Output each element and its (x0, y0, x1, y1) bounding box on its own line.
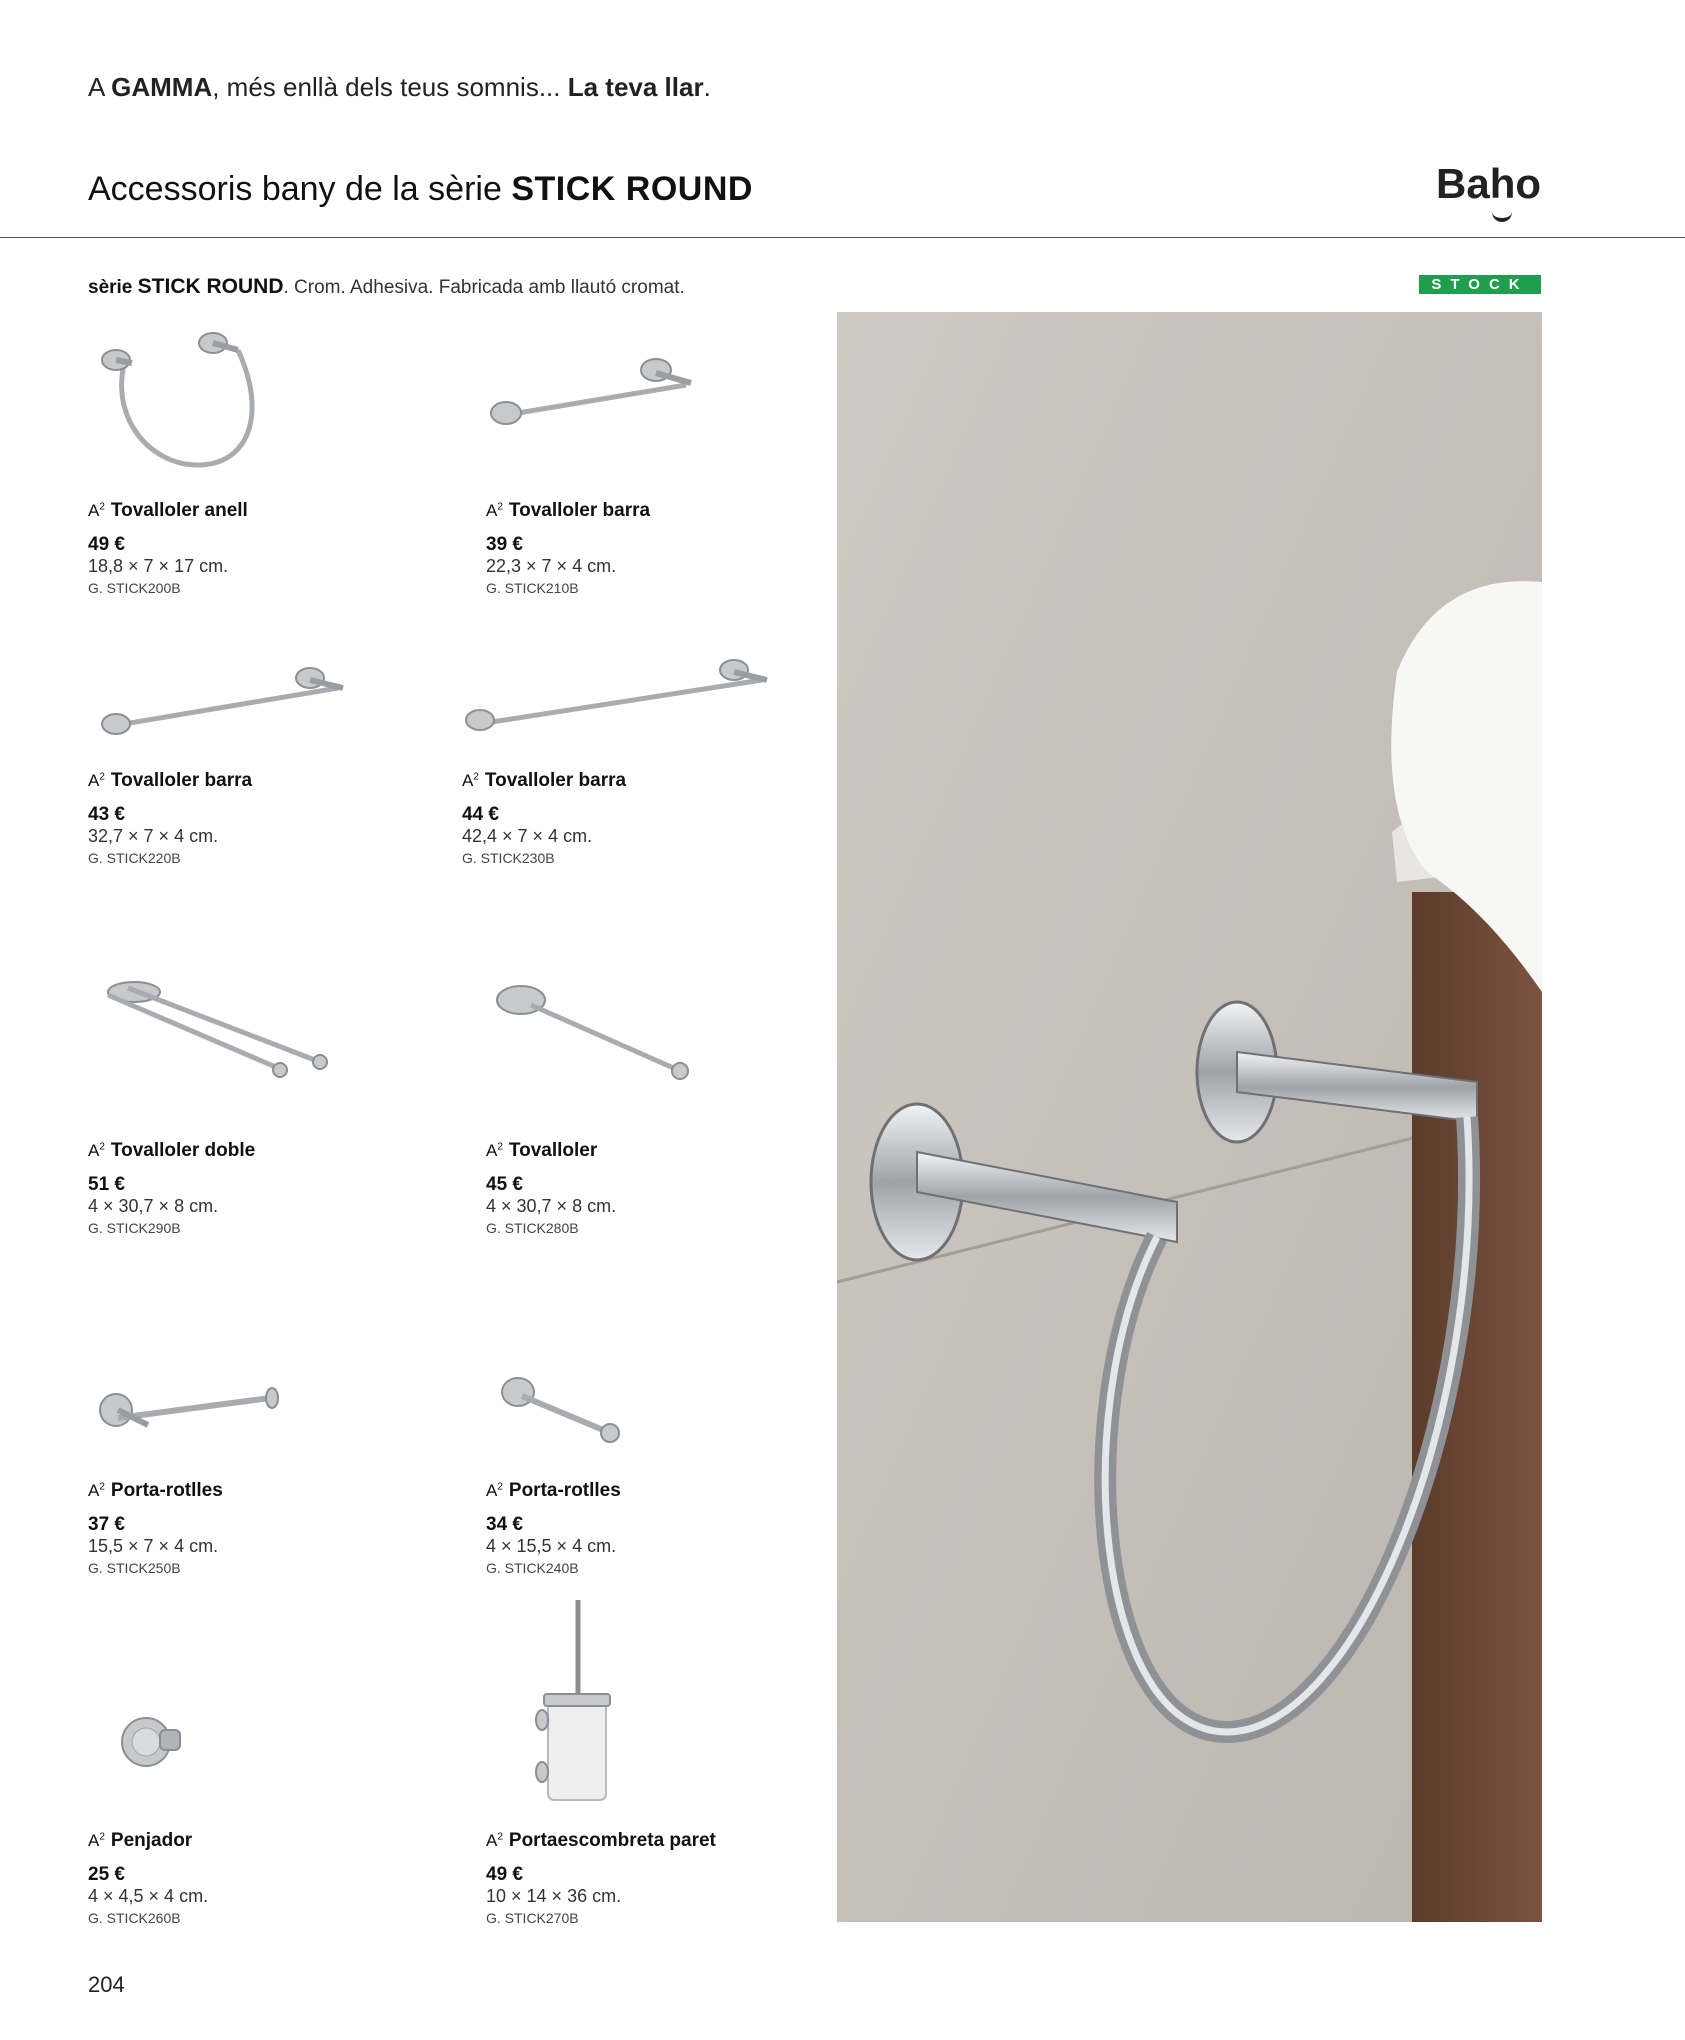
series-description (88, 275, 685, 299)
product-card[interactable] (486, 950, 866, 1236)
product-dimensions: 4 × 30,7 × 8 cm. (88, 1196, 219, 1216)
towel-bar-icon (486, 305, 866, 435)
product-dimensions: 42,4 × 7 × 4 cm. (462, 826, 593, 846)
stock-badge: STOCK (1419, 275, 1541, 294)
product-name: Tovalloler (508, 1140, 598, 1161)
product-price: 43 € (88, 804, 125, 825)
energy-label: $A^2$ (486, 501, 503, 520)
product-reference: G. STICK280B (486, 1220, 579, 1236)
product-name: Porta-rotlles (508, 1480, 621, 1501)
product-price: 37 € (88, 1514, 125, 1535)
energy-label: $A^2$ (88, 501, 105, 520)
product-price: 49 € (88, 534, 125, 555)
energy-label: $A^2$ (462, 771, 479, 790)
product-card[interactable] (88, 950, 468, 1236)
product-name: Portaescombreta paret (508, 1830, 716, 1851)
product-dimensions: 15,5 × 7 × 4 cm. (88, 1536, 219, 1556)
product-dimensions: 10 × 14 × 36 cm. (486, 1886, 622, 1906)
product-card[interactable] (486, 305, 866, 596)
tagline-mid: , més enllà dels teus somnis... (212, 72, 568, 102)
product-card[interactable] (88, 305, 468, 596)
product-reference: G. STICK210B (486, 580, 579, 596)
product-name: Tovalloler doble (110, 1140, 256, 1161)
product-name: Penjador (110, 1830, 193, 1851)
energy-label: $A^2$ (88, 771, 105, 790)
energy-label: $A^2$ (88, 1141, 105, 1160)
energy-label: $A^2$ (486, 1831, 503, 1850)
page-title (88, 170, 753, 209)
series-prefix: sèrie (88, 277, 138, 298)
tagline-dot: . (703, 72, 711, 102)
product-reference: G. STICK200B (88, 580, 181, 596)
hook-icon (88, 1690, 468, 1810)
tagline-end: La teva llar (567, 72, 704, 102)
tagline-brand: GAMMA (111, 72, 213, 102)
energy-label: $A^2$ (88, 1831, 105, 1850)
product-price: 51 € (88, 1174, 125, 1195)
product-price: 45 € (486, 1174, 523, 1195)
product-name: Tovalloler anell (110, 500, 248, 521)
towel-arm-icon (486, 950, 866, 1100)
product-reference: G. STICK250B (88, 1560, 181, 1576)
towel-ring-icon (88, 305, 468, 485)
product-price: 39 € (486, 534, 523, 555)
series-text: . Crom. Adhesiva. Fabricada amb llautó cromat. (283, 277, 685, 298)
double-towel-bar-icon (88, 950, 468, 1100)
title-pre: Accessoris bany de la sèrie (88, 170, 512, 208)
energy-label: $A^2$ (486, 1141, 503, 1160)
product-card[interactable] (486, 1600, 866, 1926)
product-reference: G. STICK230B (462, 850, 555, 866)
product-reference: G. STICK220B (88, 850, 181, 866)
product-name: Tovalloler barra (110, 770, 253, 791)
product-card[interactable] (462, 640, 842, 866)
energy-label: $A^2$ (486, 1481, 503, 1500)
product-name: Tovalloler barra (508, 500, 651, 521)
page-number: 204 (88, 1972, 125, 1997)
header-tagline (88, 72, 711, 103)
product-card[interactable] (88, 640, 468, 866)
title-series: STICK ROUND (511, 170, 753, 208)
product-name: Tovalloler barra (484, 770, 627, 791)
tagline-pre: A (88, 72, 112, 102)
product-price: 49 € (486, 1864, 523, 1885)
product-reference: G. STICK260B (88, 1910, 181, 1926)
product-reference: G. STICK290B (88, 1220, 181, 1236)
product-card[interactable] (486, 1360, 866, 1576)
product-dimensions: 4 × 4,5 × 4 cm. (88, 1886, 209, 1906)
product-reference: G. STICK270B (486, 1910, 579, 1926)
product-price: 34 € (486, 1514, 523, 1535)
paper-holder-icon (88, 1360, 468, 1460)
energy-label: $A^2$ (88, 1481, 105, 1500)
product-reference: G. STICK240B (486, 1560, 579, 1576)
paper-holder-icon (486, 1360, 866, 1460)
brand-logo-smile-icon (1492, 208, 1512, 222)
product-dimensions: 18,8 × 7 × 17 cm. (88, 556, 229, 576)
product-card[interactable] (88, 1360, 468, 1576)
product-dimensions: 22,3 × 7 × 4 cm. (486, 556, 617, 576)
header-divider (0, 237, 1685, 238)
product-dimensions: 32,7 × 7 × 4 cm. (88, 826, 219, 846)
brand-logo: Baho (1436, 160, 1541, 207)
product-dimensions: 4 × 15,5 × 4 cm. (486, 1536, 617, 1556)
product-name: Porta-rotlles (110, 1480, 223, 1501)
product-photo (837, 312, 1542, 1922)
towel-bar-icon (88, 640, 468, 740)
product-dimensions: 4 × 30,7 × 8 cm. (486, 1196, 617, 1216)
product-price: 25 € (88, 1864, 125, 1885)
product-card[interactable] (88, 1690, 468, 1926)
towel-bar-icon (462, 640, 842, 740)
toilet-brush-holder-icon (486, 1600, 866, 1810)
series-name: STICK ROUND (137, 275, 284, 298)
product-price: 44 € (462, 804, 499, 825)
